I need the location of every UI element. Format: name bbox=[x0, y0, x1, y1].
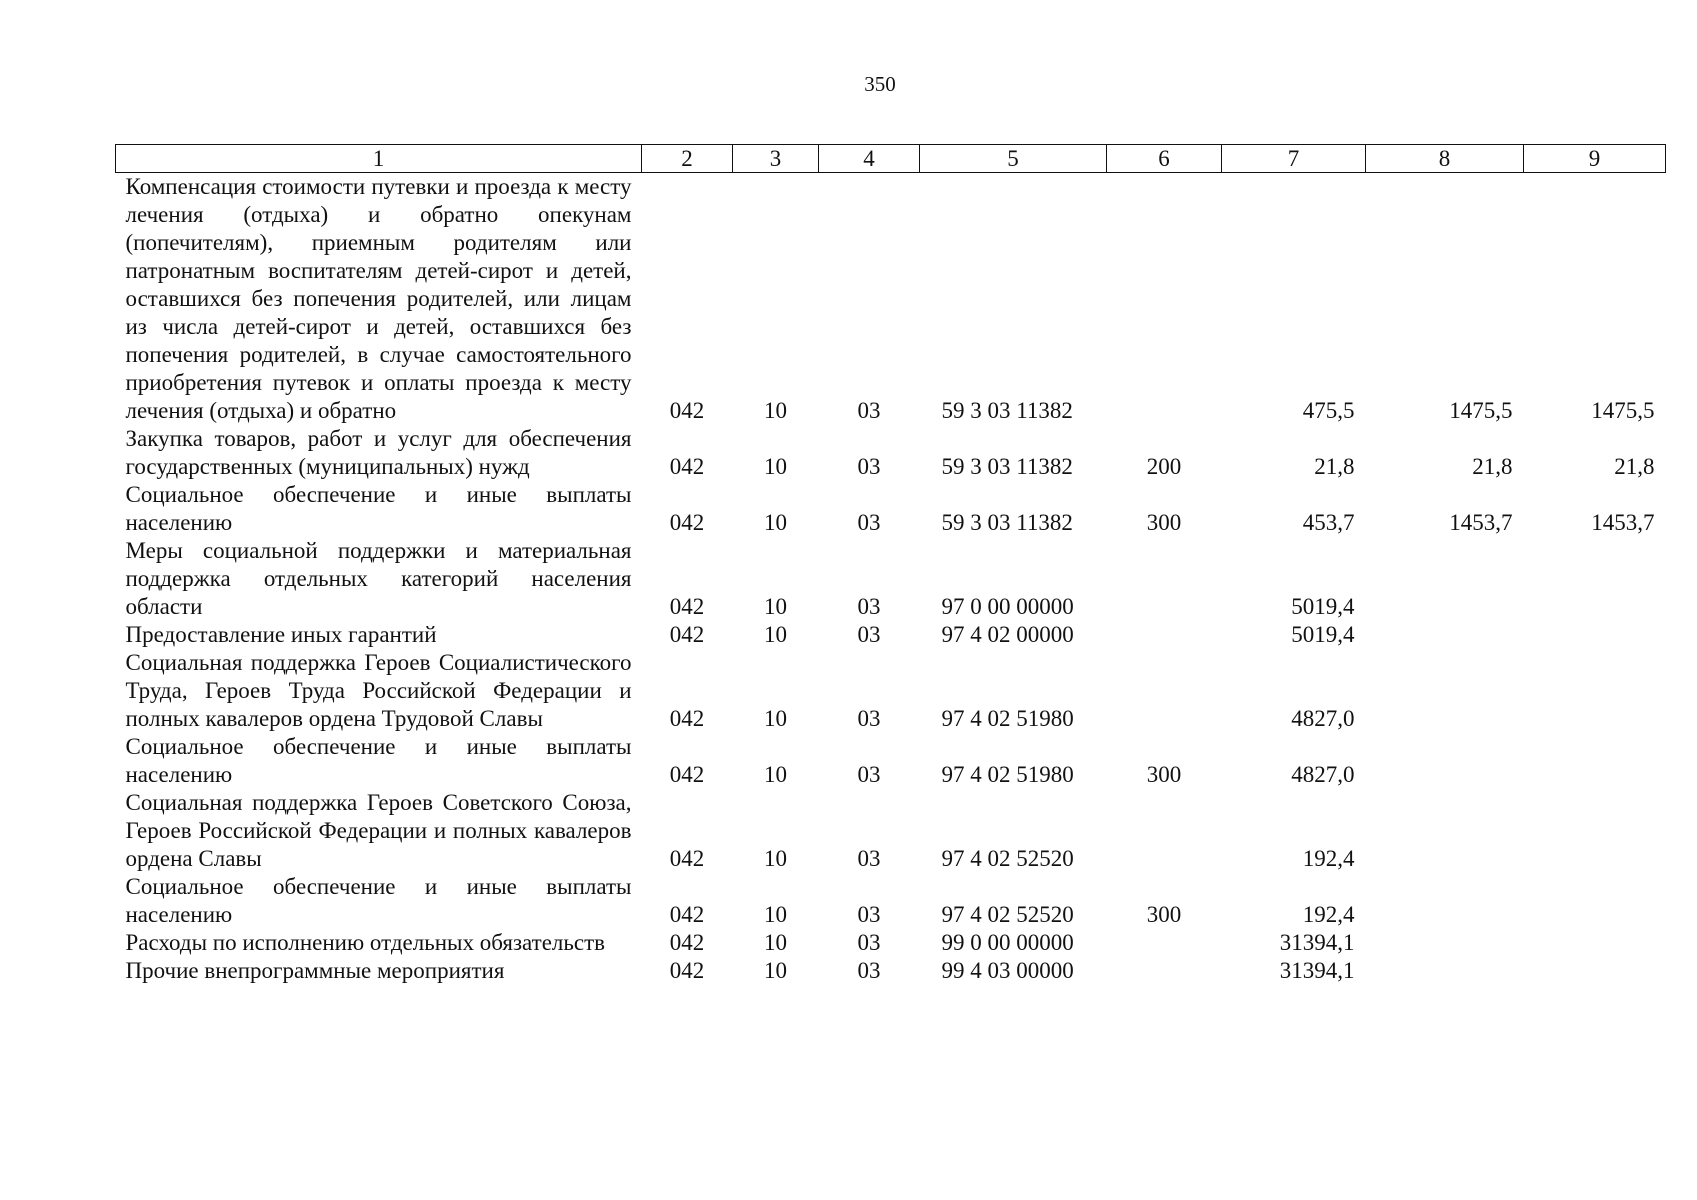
table-row bbox=[116, 733, 1666, 789]
cell-col3: 10 bbox=[764, 622, 787, 647]
cell-col4: 03 bbox=[857, 846, 881, 871]
column-header-6: 6 bbox=[1107, 145, 1222, 173]
cell-col7: 5019,4 bbox=[1291, 594, 1355, 619]
cell-col8 bbox=[1366, 537, 1524, 621]
row-name: Расходы по исполнению отдельных обязательств bbox=[125, 930, 605, 955]
cell-col8 bbox=[1366, 733, 1524, 789]
cell-col4: 03 bbox=[857, 594, 881, 619]
cell-col9: 21,8 bbox=[1614, 454, 1655, 479]
cell-col9 bbox=[1524, 649, 1666, 733]
cell-col8: 21,8 bbox=[1472, 454, 1513, 479]
cell-col6: 300 bbox=[1146, 762, 1182, 787]
cell-col6 bbox=[1107, 957, 1222, 985]
cell-col3: 10 bbox=[764, 958, 787, 983]
cell-col5: 97 0 00 00000 bbox=[941, 594, 1074, 619]
column-header-3: 3 bbox=[733, 145, 819, 173]
table-row bbox=[116, 873, 1666, 929]
row-name: Социальное обеспечение и иные выплаты населению bbox=[125, 874, 632, 927]
cell-col5: 99 0 00 00000 bbox=[941, 930, 1074, 955]
cell-col2: 042 bbox=[669, 454, 705, 479]
cell-col2: 042 bbox=[669, 398, 705, 423]
cell-col9 bbox=[1524, 789, 1666, 873]
table-row bbox=[116, 649, 1666, 733]
row-name: Социальное обеспечение и иные выплаты населению bbox=[125, 734, 632, 787]
column-header-2: 2 bbox=[642, 145, 733, 173]
cell-col6 bbox=[1107, 649, 1222, 733]
cell-col4: 03 bbox=[857, 930, 881, 955]
column-header-4: 4 bbox=[819, 145, 920, 173]
cell-col6 bbox=[1107, 929, 1222, 957]
cell-col6: 300 bbox=[1146, 902, 1182, 927]
table-row bbox=[116, 789, 1666, 873]
column-header-8: 8 bbox=[1366, 145, 1524, 173]
column-header-5: 5 bbox=[920, 145, 1107, 173]
cell-col2: 042 bbox=[669, 902, 705, 927]
cell-col8: 1475,5 bbox=[1449, 398, 1513, 423]
row-name: Закупка товаров, работ и услуг для обеспечения государственных (муниципальных) нужд bbox=[125, 426, 632, 479]
cell-col5: 59 3 03 11382 bbox=[941, 454, 1073, 479]
cell-col2: 042 bbox=[669, 958, 705, 983]
row-name: Компенсация стоимости путевки и проезда к месту лечения (отдыха) и обратно опекунам (попечителям), приемным родителям или патронатным воспитателям детей-сирот и детей, оставшихся без попечения родителей, или лицам из числа детей-сирот и детей, оставшихся без попечения родителей, в случае самостоятельного приобретения путевок и оплаты проезда к месту лечения (отдыха) и обратно bbox=[125, 174, 632, 423]
cell-col7: 192,4 bbox=[1302, 846, 1355, 871]
cell-col3: 10 bbox=[764, 398, 787, 423]
cell-col2: 042 bbox=[669, 510, 705, 535]
cell-col4: 03 bbox=[857, 762, 881, 787]
cell-col7: 31394,1 bbox=[1279, 958, 1355, 983]
cell-col3: 10 bbox=[764, 846, 787, 871]
cell-col3: 10 bbox=[764, 706, 787, 731]
cell-col5: 59 3 03 11382 bbox=[941, 510, 1073, 535]
cell-col2: 042 bbox=[669, 846, 705, 871]
cell-col5: 97 4 02 00000 bbox=[941, 622, 1074, 647]
cell-col2: 042 bbox=[669, 706, 705, 731]
cell-col7: 4827,0 bbox=[1291, 706, 1355, 731]
cell-col9 bbox=[1524, 957, 1666, 985]
cell-col7: 5019,4 bbox=[1291, 622, 1355, 647]
cell-col9 bbox=[1524, 873, 1666, 929]
cell-col4: 03 bbox=[857, 706, 881, 731]
cell-col2: 042 bbox=[669, 594, 705, 619]
cell-col5: 59 3 03 11382 bbox=[941, 398, 1073, 423]
row-name: Меры социальной поддержки и материальная поддержка отдельных категорий населения области bbox=[125, 538, 632, 619]
cell-col9: 1453,7 bbox=[1591, 510, 1655, 535]
cell-col9 bbox=[1524, 733, 1666, 789]
cell-col7: 31394,1 bbox=[1279, 930, 1355, 955]
cell-col9 bbox=[1524, 929, 1666, 957]
cell-col3: 10 bbox=[764, 762, 787, 787]
column-header-9: 9 bbox=[1524, 145, 1666, 173]
cell-col5: 97 4 02 52520 bbox=[941, 846, 1074, 871]
cell-col4: 03 bbox=[857, 510, 881, 535]
cell-col8 bbox=[1366, 789, 1524, 873]
table-row bbox=[116, 481, 1666, 537]
cell-col8 bbox=[1366, 873, 1524, 929]
cell-col8 bbox=[1366, 957, 1524, 985]
cell-col4: 03 bbox=[857, 622, 881, 647]
cell-col4: 03 bbox=[857, 958, 881, 983]
cell-col4: 03 bbox=[857, 398, 881, 423]
cell-col3: 10 bbox=[764, 902, 787, 927]
cell-col7: 192,4 bbox=[1302, 902, 1355, 927]
cell-col2: 042 bbox=[669, 762, 705, 787]
cell-col5: 99 4 03 00000 bbox=[941, 958, 1074, 983]
table-row bbox=[116, 621, 1666, 649]
cell-col9 bbox=[1524, 537, 1666, 621]
table-row bbox=[116, 929, 1666, 957]
page-number: 350 bbox=[864, 72, 896, 96]
cell-col7: 21,8 bbox=[1314, 454, 1355, 479]
row-name: Социальное обеспечение и иные выплаты населению bbox=[125, 482, 632, 535]
cell-col5: 97 4 02 51980 bbox=[941, 762, 1074, 787]
cell-col3: 10 bbox=[764, 930, 787, 955]
cell-col6 bbox=[1107, 537, 1222, 621]
cell-col2: 042 bbox=[669, 930, 705, 955]
cell-col7: 4827,0 bbox=[1291, 762, 1355, 787]
cell-col9: 1475,5 bbox=[1591, 398, 1655, 423]
cell-col6: 300 bbox=[1146, 510, 1182, 535]
header-row bbox=[116, 145, 1666, 173]
row-name: Социальная поддержка Героев Советского Союза, Героев Российской Федерации и полных кавалеров ордена Славы bbox=[125, 790, 632, 871]
cell-col9 bbox=[1524, 621, 1666, 649]
row-name: Прочие внепрограммные мероприятия bbox=[125, 958, 505, 983]
table-header bbox=[116, 145, 1666, 173]
row-name: Предоставление иных гарантий bbox=[125, 622, 437, 647]
table-row bbox=[116, 173, 1666, 426]
cell-col2: 042 bbox=[669, 622, 705, 647]
cell-col4: 03 bbox=[857, 902, 881, 927]
cell-col6 bbox=[1107, 173, 1222, 426]
table-row bbox=[116, 957, 1666, 985]
table-row bbox=[116, 537, 1666, 621]
cell-col3: 10 bbox=[764, 510, 787, 535]
cell-col4: 03 bbox=[857, 454, 881, 479]
cell-col8 bbox=[1366, 649, 1524, 733]
cell-col3: 10 bbox=[764, 594, 787, 619]
cell-col8 bbox=[1366, 621, 1524, 649]
table-body bbox=[116, 173, 1666, 986]
cell-col6 bbox=[1107, 621, 1222, 649]
cell-col7: 453,7 bbox=[1302, 510, 1355, 535]
cell-col3: 10 bbox=[764, 454, 787, 479]
cell-col6: 200 bbox=[1146, 454, 1182, 479]
cell-col8: 1453,7 bbox=[1449, 510, 1513, 535]
cell-col5: 97 4 02 51980 bbox=[941, 706, 1074, 731]
cell-col5: 97 4 02 52520 bbox=[941, 902, 1074, 927]
column-header-7: 7 bbox=[1222, 145, 1366, 173]
cell-col7: 475,5 bbox=[1302, 398, 1355, 423]
cell-col8 bbox=[1366, 929, 1524, 957]
row-name: Социальная поддержка Героев Социалистического Труда, Героев Труда Российской Федерации и полных кавалеров ордена Трудовой Славы bbox=[125, 650, 632, 731]
cell-col6 bbox=[1107, 789, 1222, 873]
table-row bbox=[116, 425, 1666, 481]
budget-table bbox=[115, 144, 1666, 985]
column-header-1: 1 bbox=[116, 145, 642, 173]
